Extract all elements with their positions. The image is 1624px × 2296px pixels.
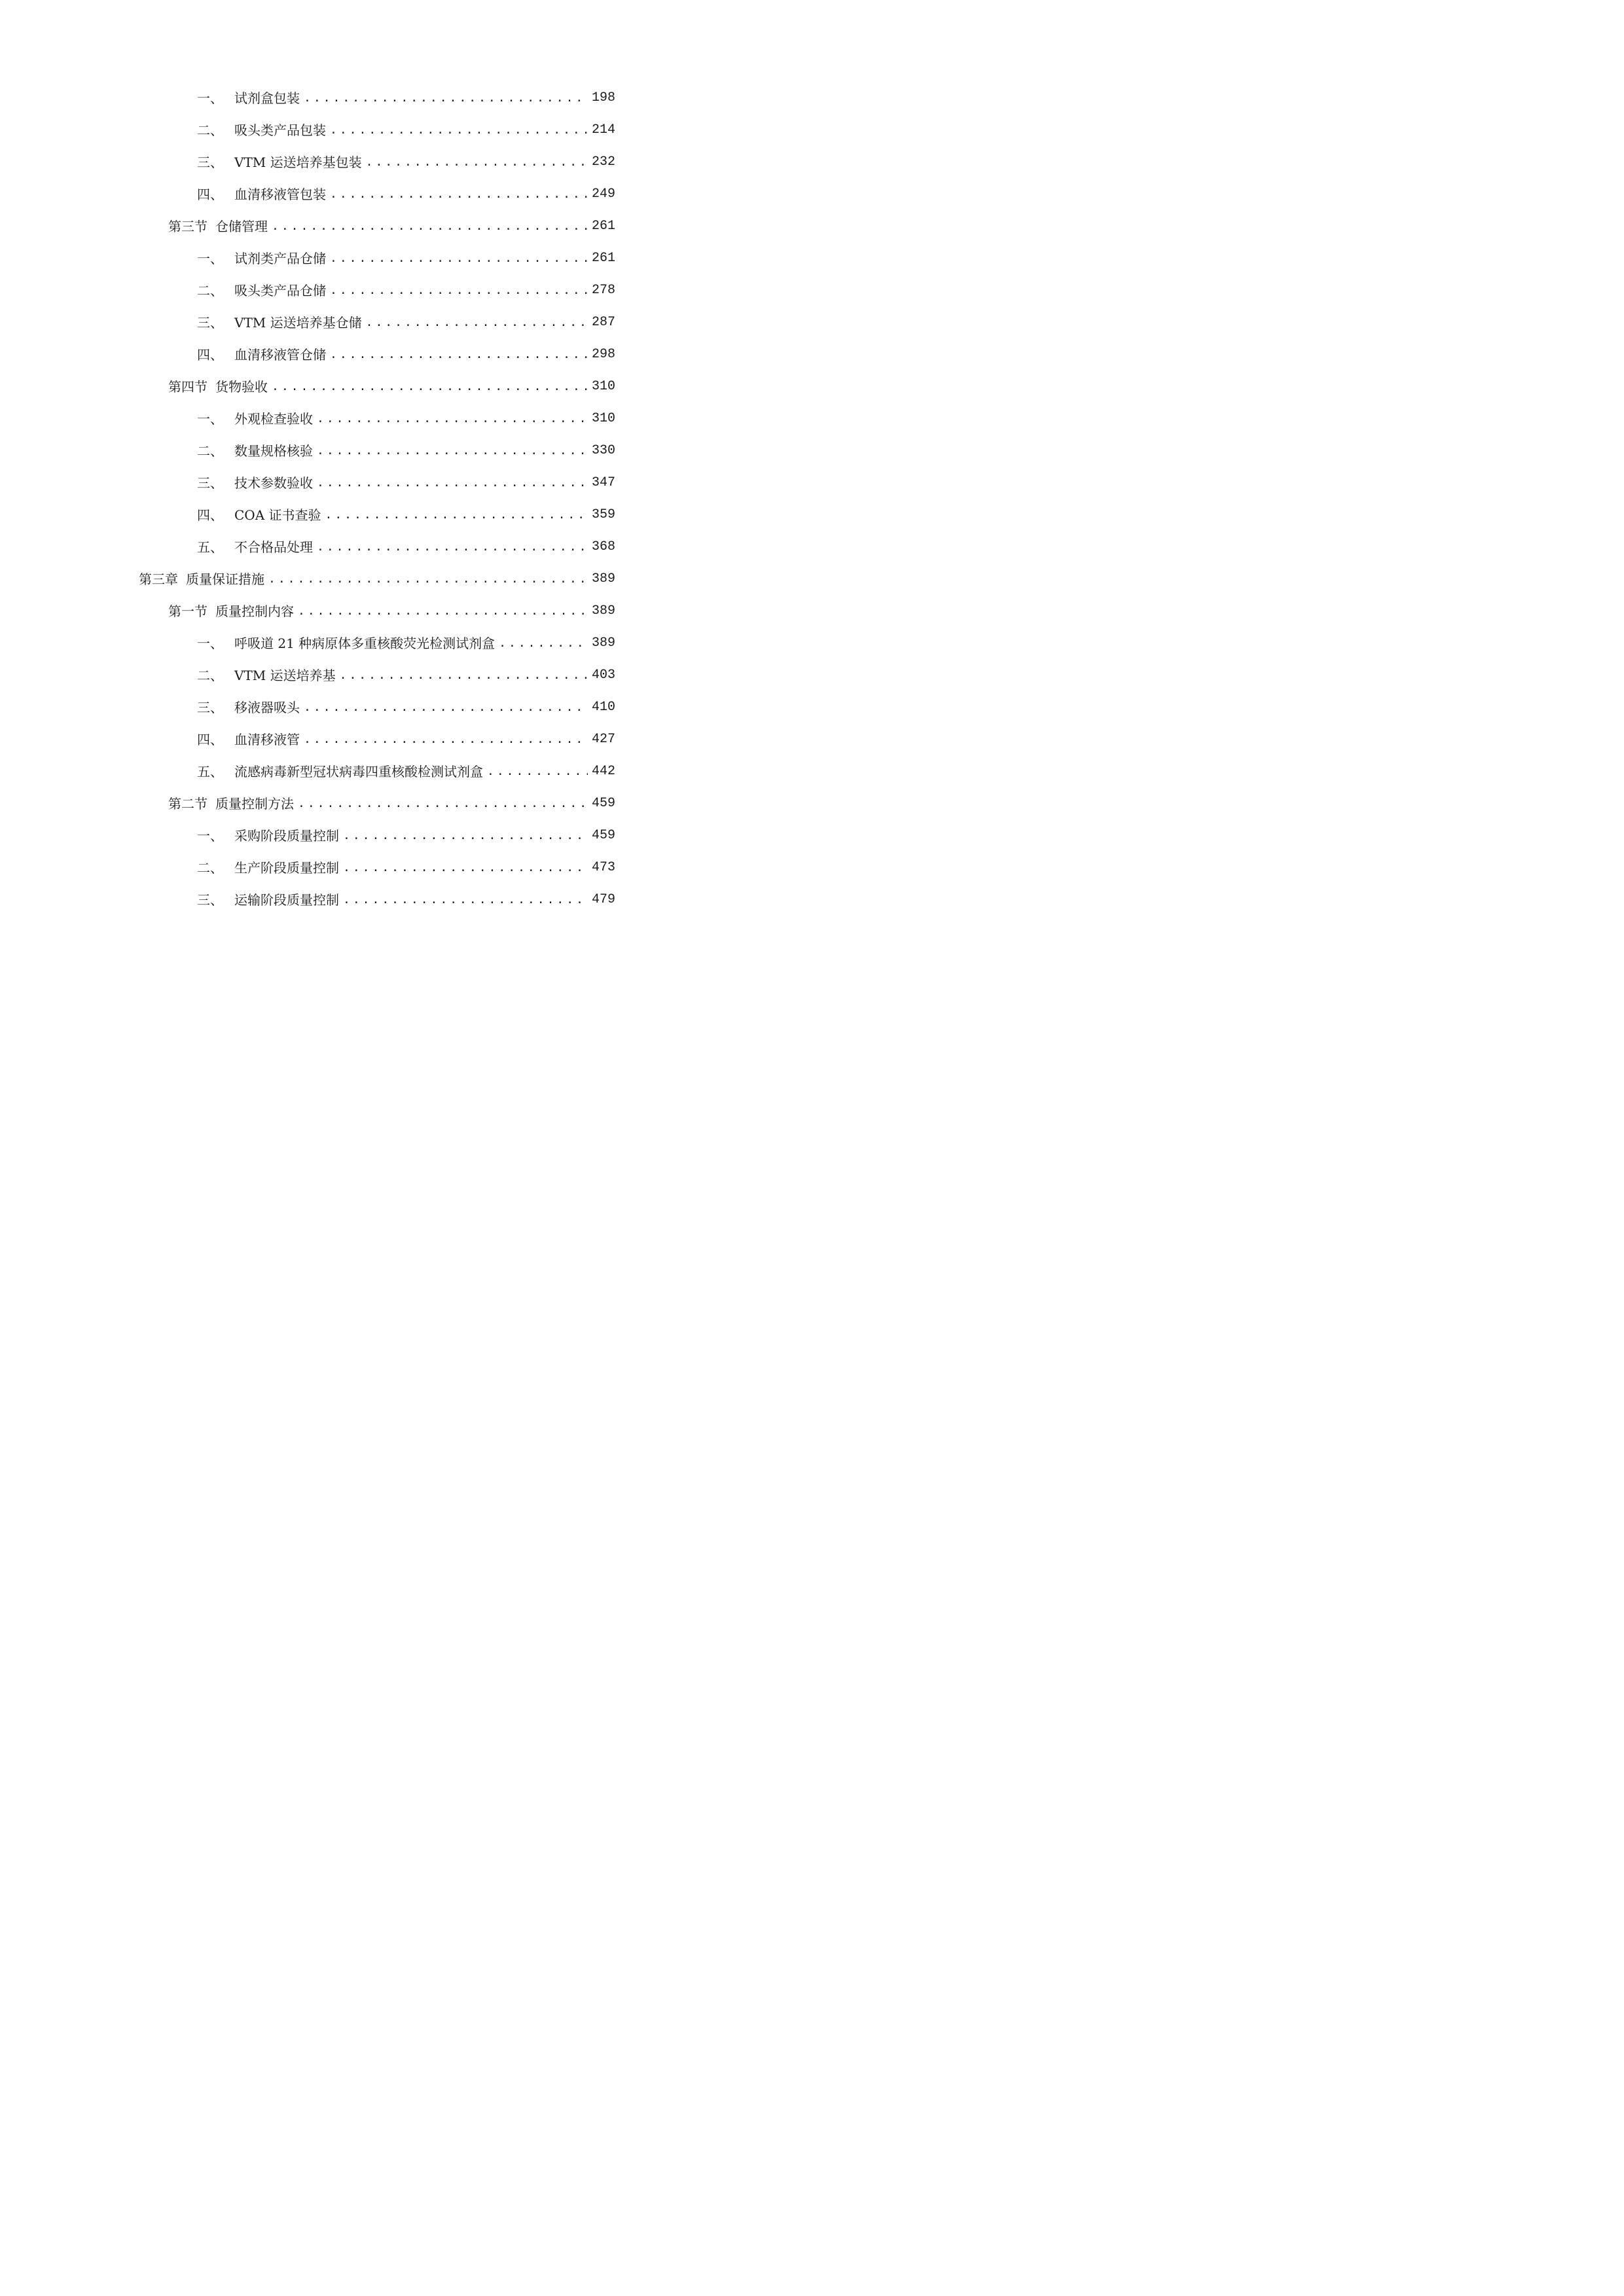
toc-entry-title: 吸头类产品仓储: [234, 283, 326, 298]
toc-entry-number: 一、: [197, 636, 223, 651]
toc-entry-page: 459: [591, 796, 615, 811]
toc-entry-title: 血清移液管包装: [234, 187, 326, 202]
toc-dot-leader: [272, 217, 588, 236]
toc-entry[interactable]: [197, 634, 615, 653]
toc-entry-page: 442: [591, 764, 615, 779]
toc-entry-page: 389: [591, 636, 615, 651]
toc-entry-number: 四、: [197, 507, 223, 523]
toc-entry[interactable]: [197, 152, 615, 172]
toc-entry[interactable]: [197, 185, 615, 204]
toc-entry-title: VTM 运送培养基仓储: [234, 315, 362, 331]
toc-entry[interactable]: [197, 313, 615, 332]
toc-entry-number: 五、: [197, 764, 223, 780]
toc-dot-leader: [330, 185, 588, 204]
toc-entry-number: 一、: [197, 411, 223, 427]
toc-dot-leader: [272, 377, 588, 397]
toc-entry-page: 249: [591, 187, 615, 202]
toc-dot-leader: [317, 473, 588, 493]
toc-entry-title: 血清移液管: [234, 732, 300, 747]
toc-entry-title: 血清移液管仓储: [234, 347, 326, 363]
toc-entry-page: 310: [591, 411, 615, 426]
toc-dot-leader: [304, 698, 588, 717]
toc-entry[interactable]: [197, 281, 615, 300]
toc-entry-page: 410: [591, 700, 615, 715]
toc-entry-number: 三、: [197, 892, 223, 908]
toc-entry-number: 第二节: [168, 796, 208, 812]
toc-entry-title: VTM 运送培养基: [234, 668, 336, 683]
toc-entry-page: 403: [591, 668, 615, 683]
toc-dot-leader: [366, 313, 588, 332]
toc-entry[interactable]: [168, 217, 615, 236]
toc-entry-page: 198: [591, 90, 615, 105]
toc-entry[interactable]: [197, 537, 615, 557]
toc-entry-number: 一、: [197, 828, 223, 844]
toc-entry[interactable]: [197, 120, 615, 140]
toc-entry-number: 二、: [197, 860, 223, 876]
toc-entry-page: 298: [591, 347, 615, 362]
toc-dot-leader: [317, 409, 588, 429]
toc-dot-leader: [487, 762, 588, 781]
toc-entry[interactable]: [168, 794, 615, 814]
toc-entry-number: 第四节: [168, 379, 208, 395]
toc-entry-title: 外观检查验收: [234, 411, 313, 427]
toc-entry-page: 389: [591, 571, 615, 586]
toc-entry-page: 310: [591, 379, 615, 394]
toc-entry-title: 不合格品处理: [234, 539, 313, 555]
toc-entry-number: 第一节: [168, 603, 208, 619]
toc-dot-leader: [330, 249, 588, 268]
toc-entry-title: 吸头类产品包装: [234, 122, 326, 138]
toc-entry[interactable]: [197, 249, 615, 268]
toc-entry-number: 三、: [197, 475, 223, 491]
toc-dot-leader: [343, 890, 588, 910]
toc-entry-page: 427: [591, 732, 615, 747]
table-of-contents: [0, 0, 732, 1034]
toc-entry-title: 试剂盒包装: [234, 90, 300, 106]
toc-dot-leader: [330, 120, 588, 140]
toc-entry-number: 二、: [197, 443, 223, 459]
toc-entry[interactable]: [197, 473, 615, 493]
toc-entry-title: 质量控制内容: [215, 603, 294, 619]
toc-entry[interactable]: [168, 601, 615, 621]
toc-dot-leader: [343, 826, 588, 846]
toc-entry-title: 仓储管理: [215, 219, 268, 234]
toc-entry-title: 技术参数验收: [234, 475, 313, 491]
toc-entry-number: 第三章: [139, 571, 178, 587]
toc-entry-title: COA 证书查验: [234, 507, 321, 523]
toc-entry[interactable]: [139, 569, 615, 589]
toc-dot-leader: [298, 601, 588, 621]
toc-entry-number: 三、: [197, 700, 223, 715]
toc-entry-title: VTM 运送培养基包装: [234, 154, 362, 170]
toc-dot-leader: [366, 152, 588, 172]
toc-entry-title: 质量控制方法: [215, 796, 294, 812]
toc-entry[interactable]: [197, 88, 615, 108]
toc-dot-leader: [304, 730, 588, 749]
toc-entry-number: 四、: [197, 187, 223, 202]
toc-entry-title: 质量保证措施: [186, 571, 264, 587]
toc-entry-number: 四、: [197, 347, 223, 363]
toc-dot-leader: [340, 666, 588, 685]
toc-entry[interactable]: [197, 505, 615, 525]
toc-entry[interactable]: [197, 762, 615, 781]
toc-entry-title: 数量规格核验: [234, 443, 313, 459]
toc-entry-page: 261: [591, 251, 615, 266]
toc-dot-leader: [330, 345, 588, 365]
toc-dot-leader: [343, 858, 588, 878]
toc-entry-number: 二、: [197, 122, 223, 138]
toc-entry-title: 生产阶段质量控制: [234, 860, 339, 876]
toc-entry-title: 呼吸道 21 种病原体多重核酸荧光检测试剂盒: [234, 636, 496, 651]
toc-entry[interactable]: [197, 890, 615, 910]
toc-entry-page: 232: [591, 154, 615, 170]
toc-entry-page: 330: [591, 443, 615, 458]
toc-entry-page: 278: [591, 283, 615, 298]
toc-entry[interactable]: [168, 377, 615, 397]
toc-entry-page: 287: [591, 315, 615, 330]
toc-entry-number: 一、: [197, 90, 223, 106]
toc-entry-title: 试剂类产品仓储: [234, 251, 326, 266]
toc-entry-title: 货物验收: [215, 379, 268, 395]
toc-entry[interactable]: [197, 858, 615, 878]
toc-entry[interactable]: [197, 730, 615, 749]
toc-dot-leader: [298, 794, 588, 814]
toc-entry-page: 479: [591, 892, 615, 907]
toc-dot-leader: [317, 537, 588, 557]
toc-entry-title: 采购阶段质量控制: [234, 828, 339, 844]
toc-entry-number: 五、: [197, 539, 223, 555]
toc-entry[interactable]: [197, 345, 615, 365]
toc-entry-page: 459: [591, 828, 615, 843]
toc-entry-page: 389: [591, 603, 615, 619]
toc-entry-number: 三、: [197, 154, 223, 170]
toc-entry-title: 移液器吸头: [234, 700, 300, 715]
toc-entry-title: 流感病毒新型冠状病毒四重核酸检测试剂盒: [234, 764, 483, 780]
toc-entry-number: 四、: [197, 732, 223, 747]
toc-entry-number: 第三节: [168, 219, 208, 234]
toc-entry[interactable]: [197, 666, 615, 685]
toc-entry[interactable]: [197, 441, 615, 461]
toc-entry-number: 二、: [197, 668, 223, 683]
toc-dot-leader: [317, 441, 588, 461]
toc-dot-leader: [268, 569, 588, 589]
toc-entry-page: 347: [591, 475, 615, 490]
toc-dot-leader: [499, 634, 588, 653]
toc-entry-page: 214: [591, 122, 615, 137]
toc-entry[interactable]: [197, 698, 615, 717]
toc-entry[interactable]: [197, 409, 615, 429]
toc-entry-page: 359: [591, 507, 615, 522]
toc-entry-title: 运输阶段质量控制: [234, 892, 339, 908]
toc-entry[interactable]: [197, 826, 615, 846]
toc-entry-number: 二、: [197, 283, 223, 298]
toc-entry-page: 368: [591, 539, 615, 554]
toc-dot-leader: [325, 505, 588, 525]
toc-entry-page: 473: [591, 860, 615, 875]
toc-dot-leader: [304, 88, 588, 108]
toc-entry-number: 一、: [197, 251, 223, 266]
toc-entry-page: 261: [591, 219, 615, 234]
toc-dot-leader: [330, 281, 588, 300]
toc-entry-number: 三、: [197, 315, 223, 331]
